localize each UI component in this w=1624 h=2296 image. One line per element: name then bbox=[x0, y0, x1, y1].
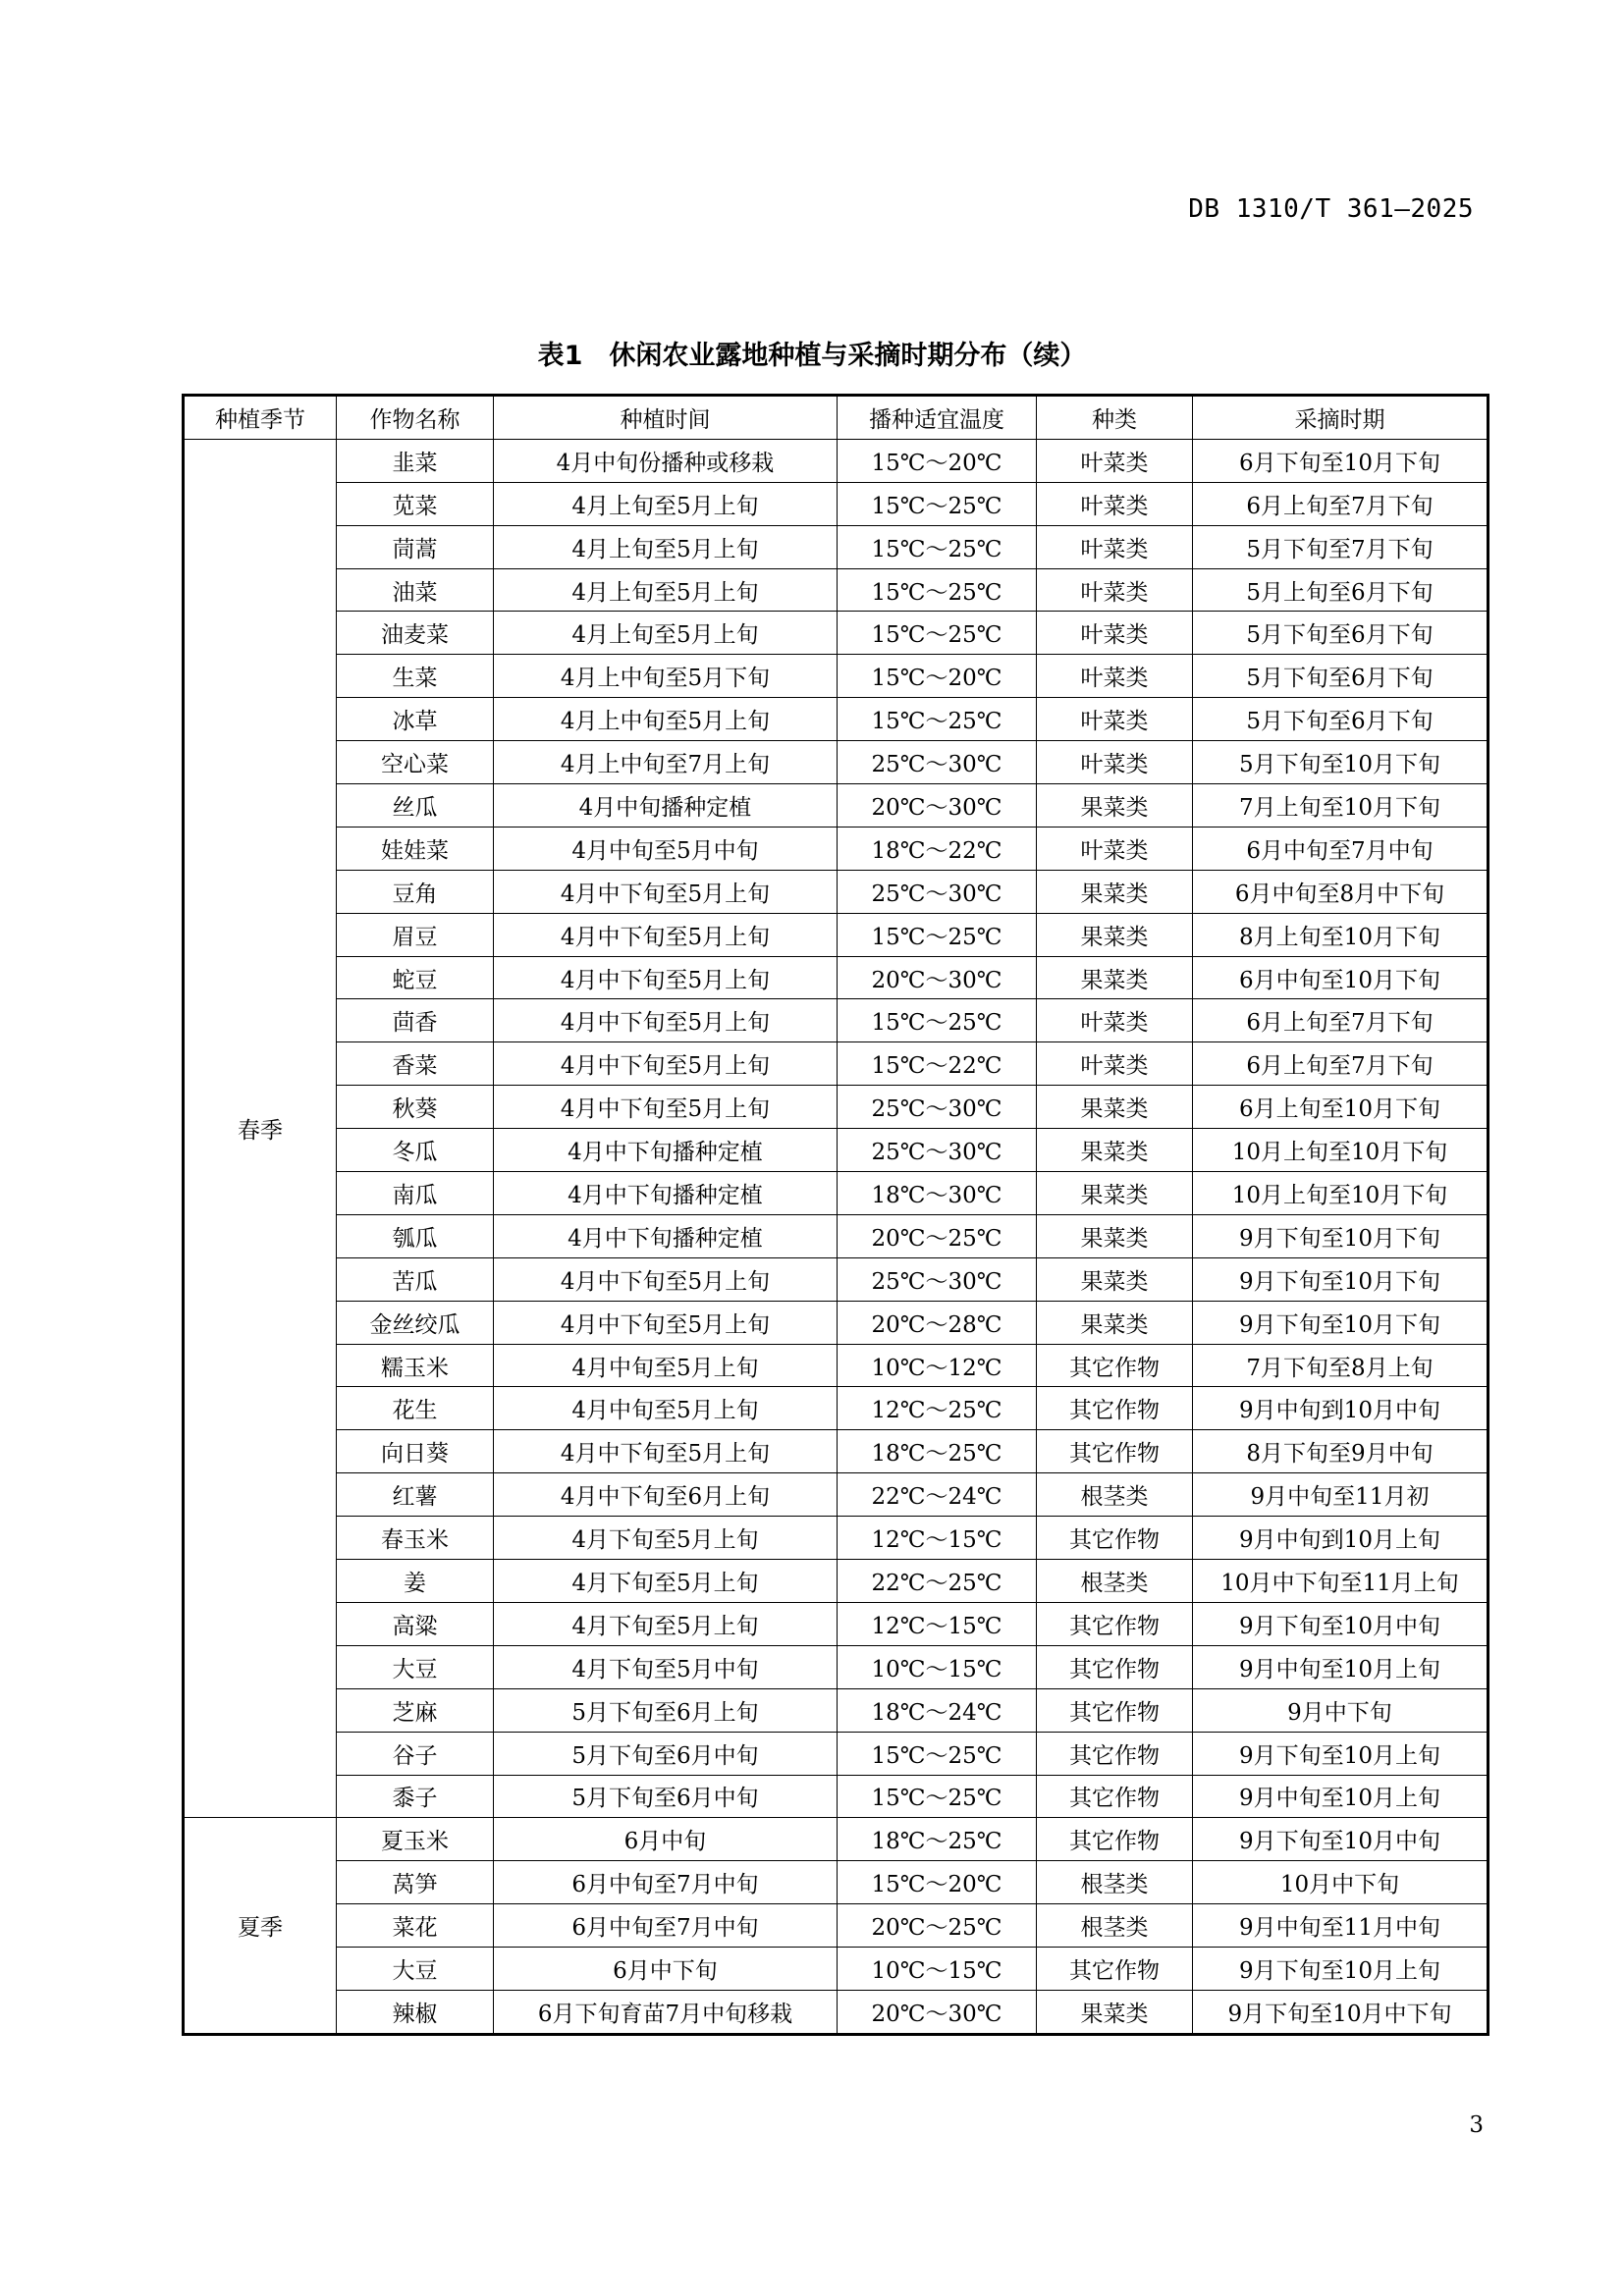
category-cell: 其它作物 bbox=[1037, 1344, 1193, 1387]
crop-name-cell: 蛇豆 bbox=[337, 956, 494, 999]
planting-time-cell: 4月中旬至5月中旬 bbox=[494, 827, 838, 870]
harvest-period-cell: 5月下旬至7月下旬 bbox=[1193, 525, 1489, 568]
temperature-cell: 15℃～20℃ bbox=[838, 655, 1037, 698]
planting-time-cell: 4月上旬至5月上旬 bbox=[494, 482, 838, 525]
table-row bbox=[184, 1904, 1489, 1948]
table-row bbox=[184, 525, 1489, 568]
column-header-season: 种植季节 bbox=[184, 396, 337, 440]
planting-time-cell: 4月中下旬至5月上旬 bbox=[494, 1430, 838, 1473]
crop-name-cell: 瓠瓜 bbox=[337, 1214, 494, 1257]
harvest-period-cell: 8月上旬至10月下旬 bbox=[1193, 913, 1489, 956]
temperature-cell: 25℃～30℃ bbox=[838, 1086, 1037, 1129]
harvest-period-cell: 9月下旬至10月上旬 bbox=[1193, 1948, 1489, 1991]
harvest-period-cell: 10月中下旬 bbox=[1193, 1861, 1489, 1904]
harvest-period-cell: 9月中旬到10月中旬 bbox=[1193, 1387, 1489, 1430]
column-header-harvest-period: 采摘时期 bbox=[1193, 396, 1489, 440]
crop-name-cell: 辣椒 bbox=[337, 1990, 494, 2034]
category-cell: 果菜类 bbox=[1037, 784, 1193, 828]
harvest-period-cell: 9月下旬至10月中旬 bbox=[1193, 1602, 1489, 1645]
harvest-period-cell: 6月下旬至10月下旬 bbox=[1193, 439, 1489, 482]
temperature-cell: 25℃～30℃ bbox=[838, 870, 1037, 913]
temperature-cell: 15℃～20℃ bbox=[838, 439, 1037, 482]
category-cell: 根茎类 bbox=[1037, 1560, 1193, 1603]
harvest-period-cell: 6月中旬至8月中下旬 bbox=[1193, 870, 1489, 913]
crop-name-cell: 丝瓜 bbox=[337, 784, 494, 828]
temperature-cell: 18℃～24℃ bbox=[838, 1688, 1037, 1732]
planting-time-cell: 4月上中旬至7月上旬 bbox=[494, 741, 838, 784]
harvest-period-cell: 6月上旬至10月下旬 bbox=[1193, 1086, 1489, 1129]
temperature-cell: 20℃～25℃ bbox=[838, 1904, 1037, 1948]
crop-name-cell: 苦瓜 bbox=[337, 1257, 494, 1301]
table-row bbox=[184, 1990, 1489, 2034]
category-cell: 其它作物 bbox=[1037, 1602, 1193, 1645]
crop-name-cell: 金丝绞瓜 bbox=[337, 1301, 494, 1344]
planting-time-cell: 6月中旬至7月中旬 bbox=[494, 1904, 838, 1948]
category-cell: 叶菜类 bbox=[1037, 999, 1193, 1042]
planting-time-cell: 4月上旬至5月上旬 bbox=[494, 568, 838, 612]
temperature-cell: 15℃～25℃ bbox=[838, 612, 1037, 655]
category-cell: 果菜类 bbox=[1037, 913, 1193, 956]
planting-time-cell: 4月上中旬至5月下旬 bbox=[494, 655, 838, 698]
category-cell: 叶菜类 bbox=[1037, 612, 1193, 655]
temperature-cell: 10℃～12℃ bbox=[838, 1344, 1037, 1387]
crop-name-cell: 大豆 bbox=[337, 1948, 494, 1991]
harvest-period-cell: 10月上旬至10月下旬 bbox=[1193, 1129, 1489, 1172]
category-cell: 叶菜类 bbox=[1037, 525, 1193, 568]
temperature-cell: 15℃～25℃ bbox=[838, 999, 1037, 1042]
temperature-cell: 20℃～30℃ bbox=[838, 784, 1037, 828]
document-code: DB 1310/T 361—2025 bbox=[1188, 194, 1474, 224]
harvest-period-cell: 9月下旬至10月上旬 bbox=[1193, 1732, 1489, 1775]
table-row bbox=[184, 784, 1489, 828]
temperature-cell: 12℃～15℃ bbox=[838, 1517, 1037, 1560]
temperature-cell: 25℃～30℃ bbox=[838, 741, 1037, 784]
crop-name-cell: 苋菜 bbox=[337, 482, 494, 525]
table-row bbox=[184, 568, 1489, 612]
harvest-period-cell: 9月中旬至10月上旬 bbox=[1193, 1645, 1489, 1688]
temperature-cell: 12℃～25℃ bbox=[838, 1387, 1037, 1430]
season-cell: 春季 bbox=[184, 439, 337, 1818]
planting-time-cell: 4月下旬至5月中旬 bbox=[494, 1645, 838, 1688]
crop-name-cell: 夏玉米 bbox=[337, 1818, 494, 1861]
crop-name-cell: 空心菜 bbox=[337, 741, 494, 784]
crop-name-cell: 莴笋 bbox=[337, 1861, 494, 1904]
table-body bbox=[184, 439, 1489, 2034]
crop-name-cell: 韭菜 bbox=[337, 439, 494, 482]
harvest-period-cell: 5月上旬至6月下旬 bbox=[1193, 568, 1489, 612]
planting-time-cell: 5月下旬至6月中旬 bbox=[494, 1775, 838, 1818]
harvest-period-cell: 6月上旬至7月下旬 bbox=[1193, 1042, 1489, 1086]
planting-time-cell: 4月中旬至5月上旬 bbox=[494, 1344, 838, 1387]
temperature-cell: 18℃～30℃ bbox=[838, 1172, 1037, 1215]
category-cell: 其它作物 bbox=[1037, 1645, 1193, 1688]
category-cell: 其它作物 bbox=[1037, 1688, 1193, 1732]
planting-time-cell: 4月中下旬播种定植 bbox=[494, 1172, 838, 1215]
table-row bbox=[184, 1172, 1489, 1215]
crop-name-cell: 茴香 bbox=[337, 999, 494, 1042]
category-cell: 其它作物 bbox=[1037, 1775, 1193, 1818]
category-cell: 果菜类 bbox=[1037, 1172, 1193, 1215]
table-row bbox=[184, 1645, 1489, 1688]
temperature-cell: 15℃～25℃ bbox=[838, 1732, 1037, 1775]
table-row bbox=[184, 1257, 1489, 1301]
planting-time-cell: 6月下旬育苗7月中旬移栽 bbox=[494, 1990, 838, 2034]
category-cell: 其它作物 bbox=[1037, 1818, 1193, 1861]
harvest-period-cell: 9月下旬至10月下旬 bbox=[1193, 1301, 1489, 1344]
table-row bbox=[184, 612, 1489, 655]
category-cell: 叶菜类 bbox=[1037, 439, 1193, 482]
temperature-cell: 15℃～20℃ bbox=[838, 1861, 1037, 1904]
crop-name-cell: 秋葵 bbox=[337, 1086, 494, 1129]
category-cell: 果菜类 bbox=[1037, 1086, 1193, 1129]
crop-name-cell: 娃娃菜 bbox=[337, 827, 494, 870]
planting-time-cell: 4月中旬播种定植 bbox=[494, 784, 838, 828]
column-header-planting-time: 种植时间 bbox=[494, 396, 838, 440]
temperature-cell: 10℃～15℃ bbox=[838, 1645, 1037, 1688]
category-cell: 果菜类 bbox=[1037, 870, 1193, 913]
crop-name-cell: 菜花 bbox=[337, 1904, 494, 1948]
harvest-period-cell: 7月下旬至8月上旬 bbox=[1193, 1344, 1489, 1387]
temperature-cell: 20℃～28℃ bbox=[838, 1301, 1037, 1344]
planting-time-cell: 4月下旬至5月上旬 bbox=[494, 1602, 838, 1645]
table-row bbox=[184, 1042, 1489, 1086]
category-cell: 根茎类 bbox=[1037, 1473, 1193, 1517]
column-header-crop: 作物名称 bbox=[337, 396, 494, 440]
table-row bbox=[184, 482, 1489, 525]
planting-time-cell: 4月中下旬至5月上旬 bbox=[494, 1042, 838, 1086]
category-cell: 叶菜类 bbox=[1037, 568, 1193, 612]
planting-time-cell: 4月中下旬至5月上旬 bbox=[494, 956, 838, 999]
crop-name-cell: 芝麻 bbox=[337, 1688, 494, 1732]
harvest-period-cell: 9月中旬到10月上旬 bbox=[1193, 1517, 1489, 1560]
planting-time-cell: 4月中下旬至6月上旬 bbox=[494, 1473, 838, 1517]
planting-time-cell: 4月中旬份播种或移栽 bbox=[494, 439, 838, 482]
category-cell: 叶菜类 bbox=[1037, 698, 1193, 741]
temperature-cell: 10℃～15℃ bbox=[838, 1948, 1037, 1991]
table-row bbox=[184, 1344, 1489, 1387]
category-cell: 叶菜类 bbox=[1037, 655, 1193, 698]
crop-name-cell: 高粱 bbox=[337, 1602, 494, 1645]
column-header-temperature: 播种适宜温度 bbox=[838, 396, 1037, 440]
table-header-row bbox=[184, 396, 1489, 440]
temperature-cell: 18℃～22℃ bbox=[838, 827, 1037, 870]
table-row bbox=[184, 1301, 1489, 1344]
crop-name-cell: 向日葵 bbox=[337, 1430, 494, 1473]
table-row bbox=[184, 827, 1489, 870]
crop-name-cell: 姜 bbox=[337, 1560, 494, 1603]
category-cell: 果菜类 bbox=[1037, 956, 1193, 999]
planting-time-cell: 4月中下旬播种定植 bbox=[494, 1129, 838, 1172]
harvest-period-cell: 5月下旬至6月下旬 bbox=[1193, 698, 1489, 741]
table-row bbox=[184, 1473, 1489, 1517]
harvest-period-cell: 5月下旬至10月下旬 bbox=[1193, 741, 1489, 784]
season-cell: 夏季 bbox=[184, 1818, 337, 2034]
crop-name-cell: 冬瓜 bbox=[337, 1129, 494, 1172]
crop-name-cell: 油菜 bbox=[337, 568, 494, 612]
harvest-period-cell: 6月上旬至7月下旬 bbox=[1193, 999, 1489, 1042]
harvest-period-cell: 6月上旬至7月下旬 bbox=[1193, 482, 1489, 525]
planting-time-cell: 5月下旬至6月上旬 bbox=[494, 1688, 838, 1732]
category-cell: 根茎类 bbox=[1037, 1904, 1193, 1948]
category-cell: 其它作物 bbox=[1037, 1430, 1193, 1473]
table-row bbox=[184, 698, 1489, 741]
table-row bbox=[184, 1517, 1489, 1560]
table-row bbox=[184, 1560, 1489, 1603]
planting-time-cell: 4月上旬至5月上旬 bbox=[494, 525, 838, 568]
category-cell: 其它作物 bbox=[1037, 1387, 1193, 1430]
table-row bbox=[184, 655, 1489, 698]
category-cell: 叶菜类 bbox=[1037, 741, 1193, 784]
harvest-period-cell: 9月下旬至10月下旬 bbox=[1193, 1257, 1489, 1301]
harvest-period-cell: 5月下旬至6月下旬 bbox=[1193, 655, 1489, 698]
table-row bbox=[184, 1818, 1489, 1861]
crop-name-cell: 黍子 bbox=[337, 1775, 494, 1818]
table-row bbox=[184, 913, 1489, 956]
temperature-cell: 25℃～30℃ bbox=[838, 1129, 1037, 1172]
temperature-cell: 15℃～25℃ bbox=[838, 525, 1037, 568]
planting-time-cell: 4月上旬至5月上旬 bbox=[494, 612, 838, 655]
table-row bbox=[184, 1861, 1489, 1904]
crop-name-cell: 茼蒿 bbox=[337, 525, 494, 568]
table-title: 表1 休闲农业露地种植与采摘时期分布（续） bbox=[537, 341, 1087, 371]
table-row bbox=[184, 1086, 1489, 1129]
crop-name-cell: 谷子 bbox=[337, 1732, 494, 1775]
crop-name-cell: 糯玉米 bbox=[337, 1344, 494, 1387]
harvest-period-cell: 7月上旬至10月下旬 bbox=[1193, 784, 1489, 828]
crop-name-cell: 香菜 bbox=[337, 1042, 494, 1086]
temperature-cell: 20℃～30℃ bbox=[838, 956, 1037, 999]
harvest-period-cell: 9月中旬至11月初 bbox=[1193, 1473, 1489, 1517]
crop-name-cell: 春玉米 bbox=[337, 1517, 494, 1560]
temperature-cell: 15℃～25℃ bbox=[838, 698, 1037, 741]
temperature-cell: 18℃～25℃ bbox=[838, 1430, 1037, 1473]
category-cell: 果菜类 bbox=[1037, 1214, 1193, 1257]
category-cell: 其它作物 bbox=[1037, 1517, 1193, 1560]
temperature-cell: 15℃～22℃ bbox=[838, 1042, 1037, 1086]
category-cell: 其它作物 bbox=[1037, 1948, 1193, 1991]
category-cell: 根茎类 bbox=[1037, 1861, 1193, 1904]
planting-time-cell: 6月中下旬 bbox=[494, 1948, 838, 1991]
table-row bbox=[184, 1775, 1489, 1818]
harvest-period-cell: 9月中旬至10月上旬 bbox=[1193, 1775, 1489, 1818]
table-row bbox=[184, 1129, 1489, 1172]
table-row bbox=[184, 956, 1489, 999]
crop-name-cell: 红薯 bbox=[337, 1473, 494, 1517]
table-row bbox=[184, 1387, 1489, 1430]
crop-name-cell: 冰草 bbox=[337, 698, 494, 741]
planting-time-cell: 4月中下旬至5月上旬 bbox=[494, 913, 838, 956]
planting-harvest-table bbox=[182, 394, 1489, 2036]
harvest-period-cell: 9月下旬至10月中旬 bbox=[1193, 1818, 1489, 1861]
crop-name-cell: 生菜 bbox=[337, 655, 494, 698]
planting-time-cell: 4月下旬至5月上旬 bbox=[494, 1517, 838, 1560]
harvest-period-cell: 9月中下旬 bbox=[1193, 1688, 1489, 1732]
temperature-cell: 15℃～25℃ bbox=[838, 913, 1037, 956]
category-cell: 果菜类 bbox=[1037, 1129, 1193, 1172]
temperature-cell: 25℃～30℃ bbox=[838, 1257, 1037, 1301]
harvest-period-cell: 9月下旬至10月中下旬 bbox=[1193, 1990, 1489, 2034]
crop-name-cell: 眉豆 bbox=[337, 913, 494, 956]
temperature-cell: 20℃～25℃ bbox=[838, 1214, 1037, 1257]
category-cell: 其它作物 bbox=[1037, 1732, 1193, 1775]
temperature-cell: 15℃～25℃ bbox=[838, 1775, 1037, 1818]
category-cell: 果菜类 bbox=[1037, 1990, 1193, 2034]
table-row bbox=[184, 1948, 1489, 1991]
planting-time-cell: 4月上中旬至5月上旬 bbox=[494, 698, 838, 741]
category-cell: 果菜类 bbox=[1037, 1257, 1193, 1301]
temperature-cell: 22℃～25℃ bbox=[838, 1560, 1037, 1603]
crop-name-cell: 大豆 bbox=[337, 1645, 494, 1688]
harvest-period-cell: 10月上旬至10月下旬 bbox=[1193, 1172, 1489, 1215]
category-cell: 叶菜类 bbox=[1037, 482, 1193, 525]
crop-name-cell: 南瓜 bbox=[337, 1172, 494, 1215]
planting-time-cell: 4月中下旬播种定植 bbox=[494, 1214, 838, 1257]
planting-time-cell: 6月中旬 bbox=[494, 1818, 838, 1861]
column-header-category: 种类 bbox=[1037, 396, 1193, 440]
crop-name-cell: 花生 bbox=[337, 1387, 494, 1430]
table-row bbox=[184, 439, 1489, 482]
planting-time-cell: 5月下旬至6月中旬 bbox=[494, 1732, 838, 1775]
planting-time-cell: 4月中旬至5月上旬 bbox=[494, 1387, 838, 1430]
temperature-cell: 20℃～30℃ bbox=[838, 1990, 1037, 2034]
planting-time-cell: 4月中下旬至5月上旬 bbox=[494, 870, 838, 913]
table-row bbox=[184, 1602, 1489, 1645]
harvest-period-cell: 5月下旬至6月下旬 bbox=[1193, 612, 1489, 655]
temperature-cell: 18℃～25℃ bbox=[838, 1818, 1037, 1861]
temperature-cell: 12℃～15℃ bbox=[838, 1602, 1037, 1645]
crop-name-cell: 油麦菜 bbox=[337, 612, 494, 655]
harvest-period-cell: 6月中旬至10月下旬 bbox=[1193, 956, 1489, 999]
crop-name-cell: 豆角 bbox=[337, 870, 494, 913]
harvest-period-cell: 9月中旬至11月中旬 bbox=[1193, 1904, 1489, 1948]
planting-time-cell: 4月中下旬至5月上旬 bbox=[494, 999, 838, 1042]
table-row bbox=[184, 870, 1489, 913]
table-row bbox=[184, 741, 1489, 784]
temperature-cell: 15℃～25℃ bbox=[838, 568, 1037, 612]
harvest-period-cell: 10月中下旬至11月上旬 bbox=[1193, 1560, 1489, 1603]
planting-time-cell: 6月中旬至7月中旬 bbox=[494, 1861, 838, 1904]
planting-time-cell: 4月中下旬至5月上旬 bbox=[494, 1301, 838, 1344]
table-row bbox=[184, 1688, 1489, 1732]
category-cell: 叶菜类 bbox=[1037, 827, 1193, 870]
table-row bbox=[184, 1430, 1489, 1473]
harvest-period-cell: 6月中旬至7月中旬 bbox=[1193, 827, 1489, 870]
temperature-cell: 15℃～25℃ bbox=[838, 482, 1037, 525]
category-cell: 果菜类 bbox=[1037, 1301, 1193, 1344]
planting-time-cell: 4月中下旬至5月上旬 bbox=[494, 1086, 838, 1129]
table-row bbox=[184, 1214, 1489, 1257]
planting-time-cell: 4月中下旬至5月上旬 bbox=[494, 1257, 838, 1301]
harvest-period-cell: 8月下旬至9月中旬 bbox=[1193, 1430, 1489, 1473]
harvest-period-cell: 9月下旬至10月下旬 bbox=[1193, 1214, 1489, 1257]
table-row bbox=[184, 999, 1489, 1042]
page-number: 3 bbox=[1469, 2112, 1484, 2138]
table-row bbox=[184, 1732, 1489, 1775]
planting-time-cell: 4月下旬至5月上旬 bbox=[494, 1560, 838, 1603]
temperature-cell: 22℃～24℃ bbox=[838, 1473, 1037, 1517]
category-cell: 叶菜类 bbox=[1037, 1042, 1193, 1086]
